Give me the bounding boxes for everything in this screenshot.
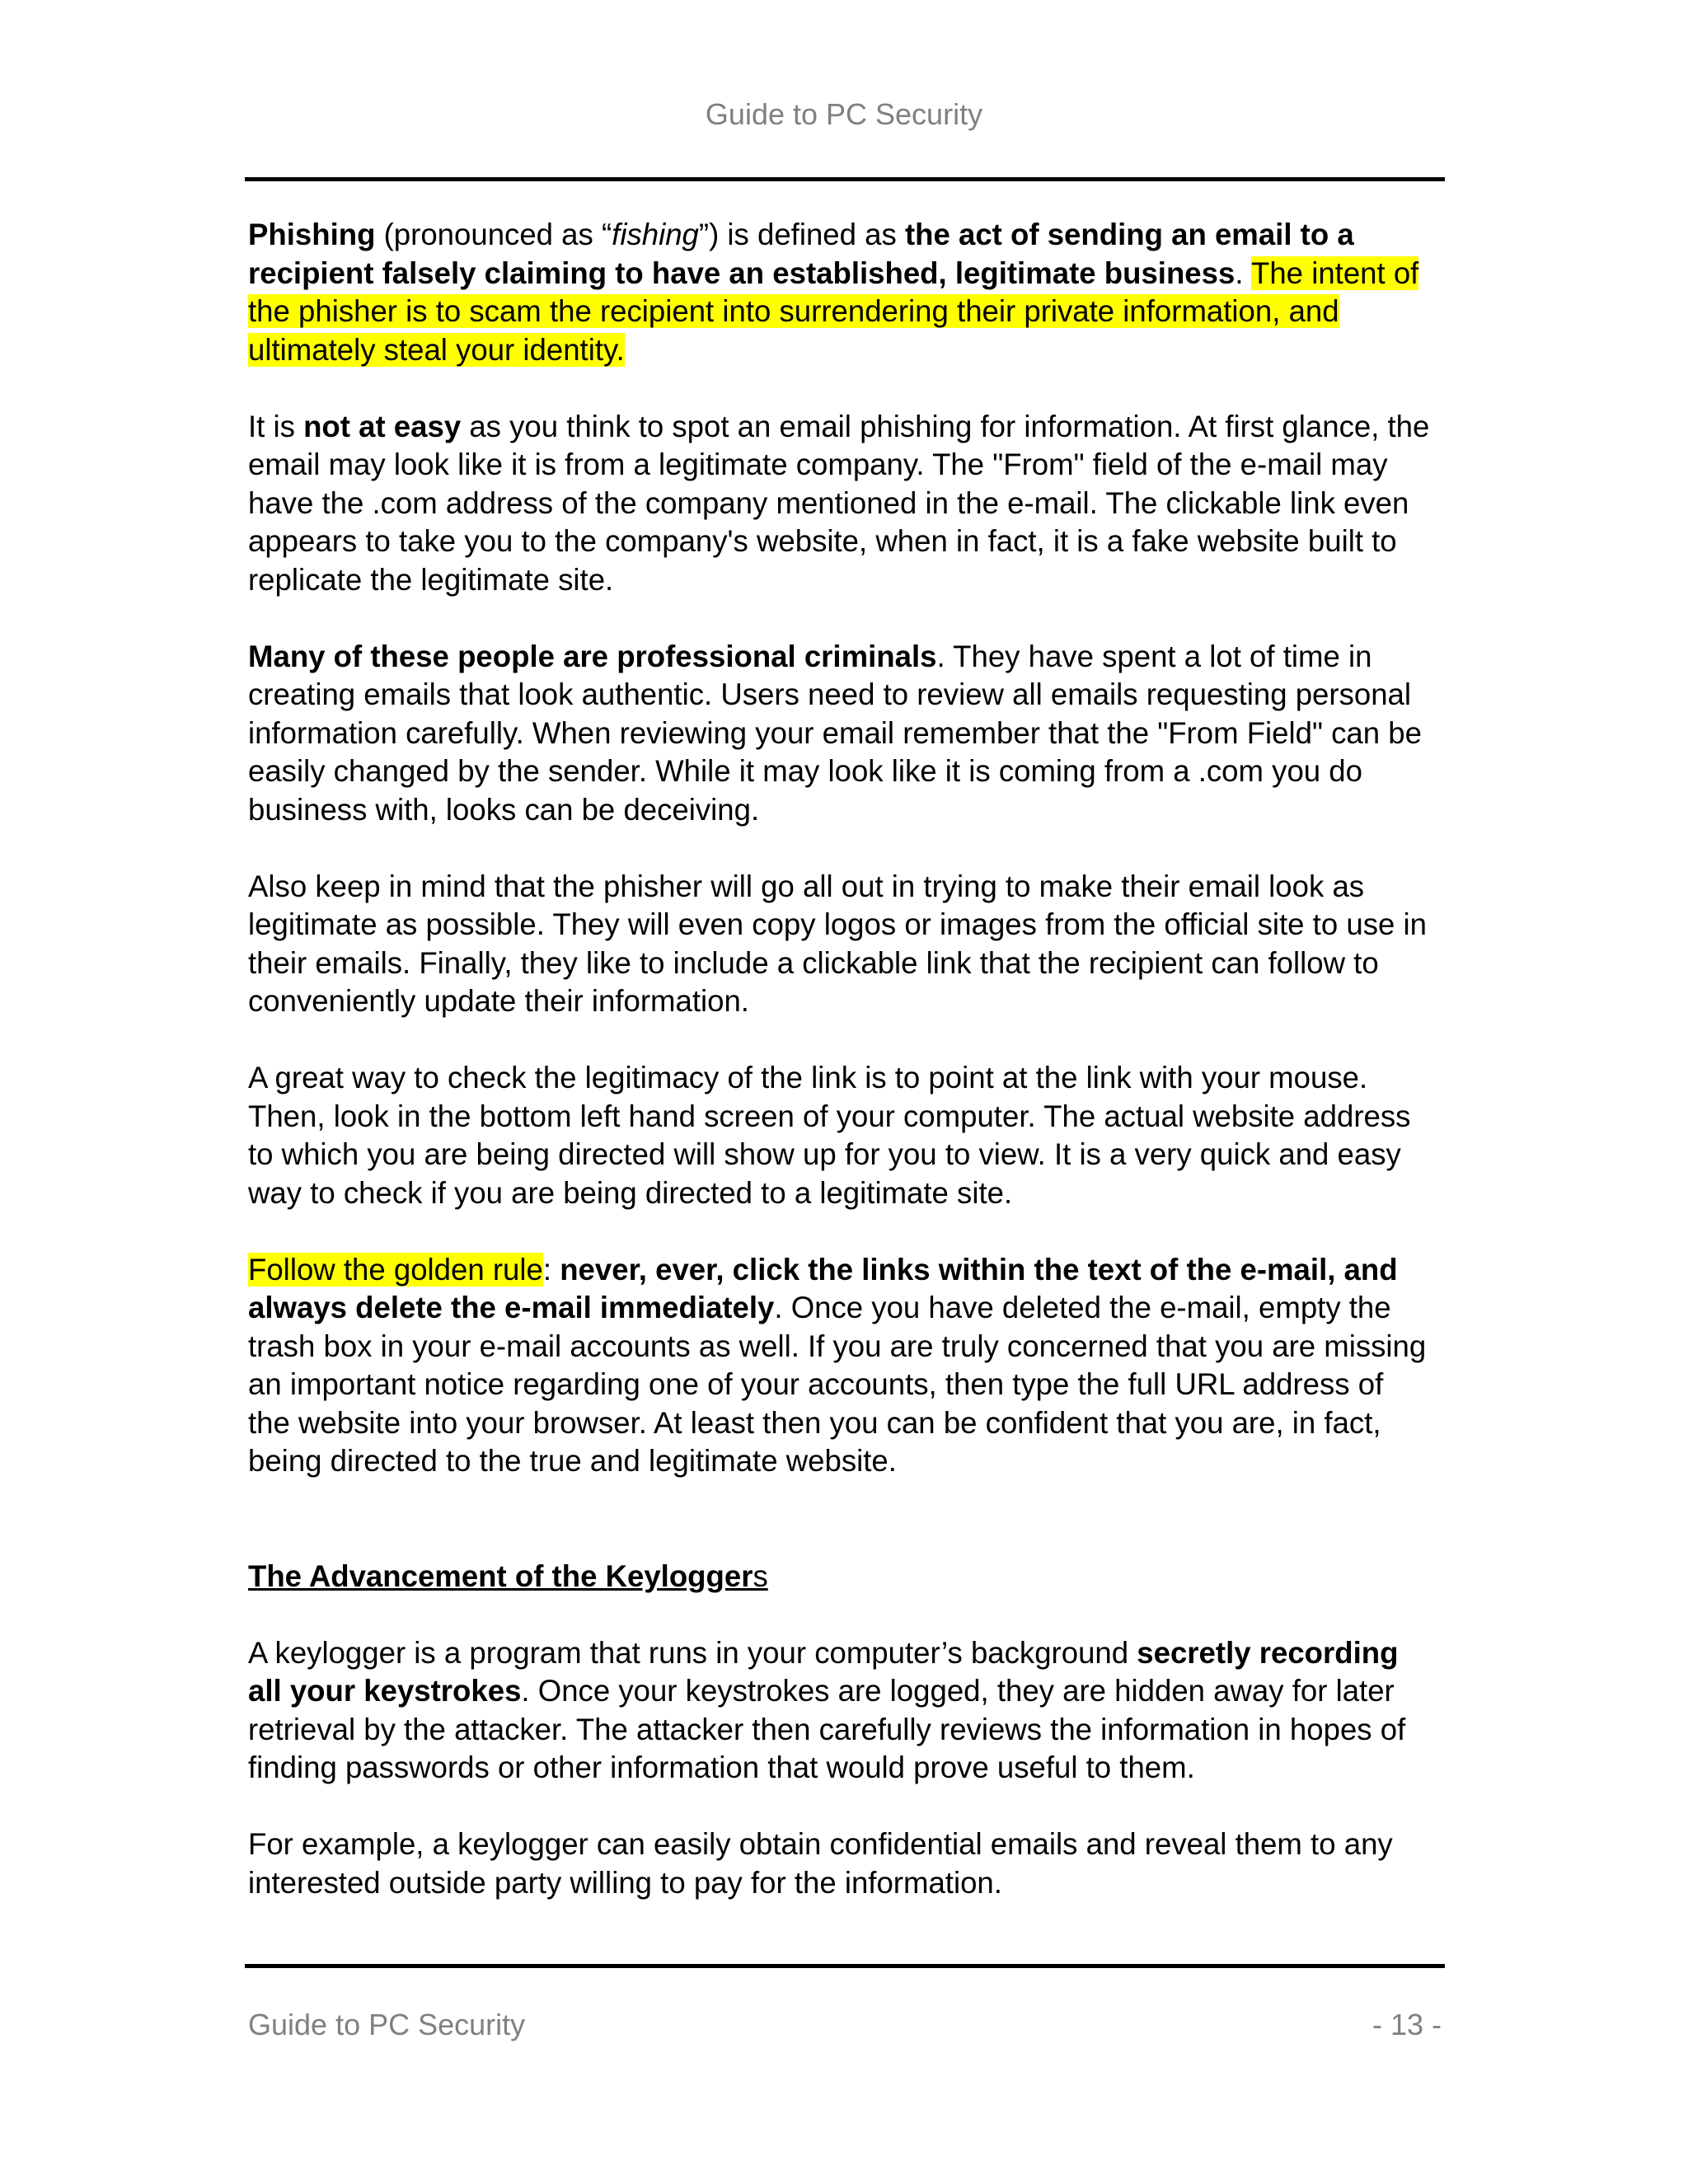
bold-text: all your keystrokes <box>248 1674 522 1708</box>
paragraph-keylogger-example <box>248 1825 1445 1902</box>
text-line: For example, a keylogger can easily obtain confidential emails and reveal them to any <box>248 1827 1393 1861</box>
italic-term: fishing <box>612 218 699 251</box>
highlighted-text: Follow the golden rule <box>248 1252 543 1286</box>
text-line: interested outside party willing to pay for the information. <box>248 1865 1002 1900</box>
bold-text: Many of these people are professional criminals <box>248 639 937 673</box>
footer-rule <box>245 1964 1445 1968</box>
text-line: easily changed by the sender. While it may look like it is coming from a .com you do <box>248 754 1362 788</box>
section-heading-keyloggers <box>248 1558 1445 1596</box>
text-run: . <box>1235 255 1251 290</box>
text-line: to which you are being directed will show up for you to view. It is a very quick and easy <box>248 1137 1401 1171</box>
text-line <box>248 1289 1445 1328</box>
text-line <box>248 216 1445 255</box>
text-line: the website into your browser. At least then you can be confident that you are, in fact, <box>248 1405 1381 1440</box>
text-run: : <box>542 1252 560 1286</box>
highlighted-text: ultimately steal your identity. <box>248 332 625 367</box>
text-line: Also keep in mind that the phisher will go all out in trying to make their email look as <box>248 869 1365 903</box>
text-line <box>248 255 1445 293</box>
text-run: It is <box>248 409 304 443</box>
paragraph-golden-rule <box>248 1251 1445 1481</box>
text-line: have the .com address of the company mentioned in the e-mail. The clickable link even <box>248 485 1409 520</box>
running-header: Guide to PC Security <box>705 97 983 131</box>
text-line: appears to take you to the company's website, when in fact, it is a fake website built to <box>248 524 1397 558</box>
text-line: an important notice regarding one of your accounts, then type the full URL address of <box>248 1367 1384 1401</box>
text-line: trash box in your e-mail accounts as well. If you are truly concerned that you are missing <box>248 1329 1427 1363</box>
text-run: . Once your keystrokes are logged, they are hidden away for later <box>521 1674 1395 1708</box>
text-line: A great way to check the legitimacy of the link is to point at the link with your mouse. <box>248 1061 1368 1094</box>
text-run: (pronounced as “ <box>375 218 612 251</box>
text-line: their emails. Finally, they like to include a clickable link that the recipient can follow to <box>248 945 1379 980</box>
paragraph-keylogger-definition <box>248 1634 1445 1788</box>
bold-text: not at easy <box>303 409 462 443</box>
text-run: A keylogger is a program that runs in your computer’s background <box>248 1635 1137 1670</box>
body-text <box>248 216 1445 1941</box>
heading-text: The Advancement of the Keylogger <box>248 1558 753 1593</box>
text-run: . Once you have deleted the e-mail, empty the <box>774 1291 1391 1324</box>
text-line: Then, look in the bottom left hand screen of your computer. The actual website address <box>248 1099 1411 1133</box>
text-run: as you think to spot an email phishing for information. At first glance, the <box>461 409 1430 443</box>
text-line <box>248 1251 1445 1290</box>
paragraph-check-link <box>248 1059 1445 1212</box>
bold-text: never, ever, click the links within the text of the e-mail, and <box>560 1252 1398 1286</box>
paragraph-phishing-definition <box>248 216 1445 369</box>
page-number: - 13 - <box>1372 2008 1442 2041</box>
text-run: ”) is defined as <box>698 218 905 251</box>
text-line: email may look like it is from a legitimate company. The "From" field of the e-mail may <box>248 448 1388 481</box>
text-line: finding passwords or other information that would prove useful to them. <box>248 1750 1195 1784</box>
paragraph-spotting-phishing <box>248 408 1445 600</box>
text-line: replicate the legitimate site. <box>248 562 614 597</box>
highlighted-text: The intent of <box>1251 255 1419 290</box>
text-line: way to check if you are being directed to a legitimate site. <box>248 1175 1013 1210</box>
bold-text: the act of sending an email to a <box>904 218 1354 251</box>
bold-text: secretly recording <box>1137 1635 1399 1670</box>
bold-text: always delete the e-mail immediately <box>248 1291 775 1324</box>
text-line: legitimate as possible. They will even copy logos or images from the official site to use in <box>248 907 1427 941</box>
bold-term: Phishing <box>248 218 376 251</box>
paragraph-phisher-effort <box>248 868 1445 1021</box>
bold-text: recipient falsely claiming to have an established, legitimate business <box>248 255 1236 290</box>
text-line: creating emails that look authentic. Users need to review all emails requesting personal <box>248 677 1412 711</box>
heading-tail: s <box>753 1558 768 1593</box>
text-line: being directed to the true and legitimate website. <box>248 1444 897 1478</box>
text-line <box>248 408 1445 447</box>
text-line <box>248 331 1445 370</box>
highlighted-text: the phisher is to scam the recipient into surrendering their private information, and <box>248 294 1339 328</box>
text-line <box>248 293 1445 331</box>
text-line <box>248 1634 1445 1673</box>
paragraph-professional-criminals <box>248 638 1445 830</box>
text-line <box>248 638 1445 677</box>
text-line: information carefully. When reviewing your email remember that the "From Field" can be <box>248 715 1422 750</box>
footer-title: Guide to PC Security <box>248 2008 526 2041</box>
header-rule <box>245 177 1445 181</box>
text-line: business with, looks can be deceiving. <box>248 792 760 827</box>
text-run: . They have spent a lot of time in <box>936 639 1372 673</box>
text-line: retrieval by the attacker. The attacker then carefully reviews the information in hopes of <box>248 1712 1406 1746</box>
text-line <box>248 1672 1445 1711</box>
text-line: conveniently update their information. <box>248 984 749 1018</box>
